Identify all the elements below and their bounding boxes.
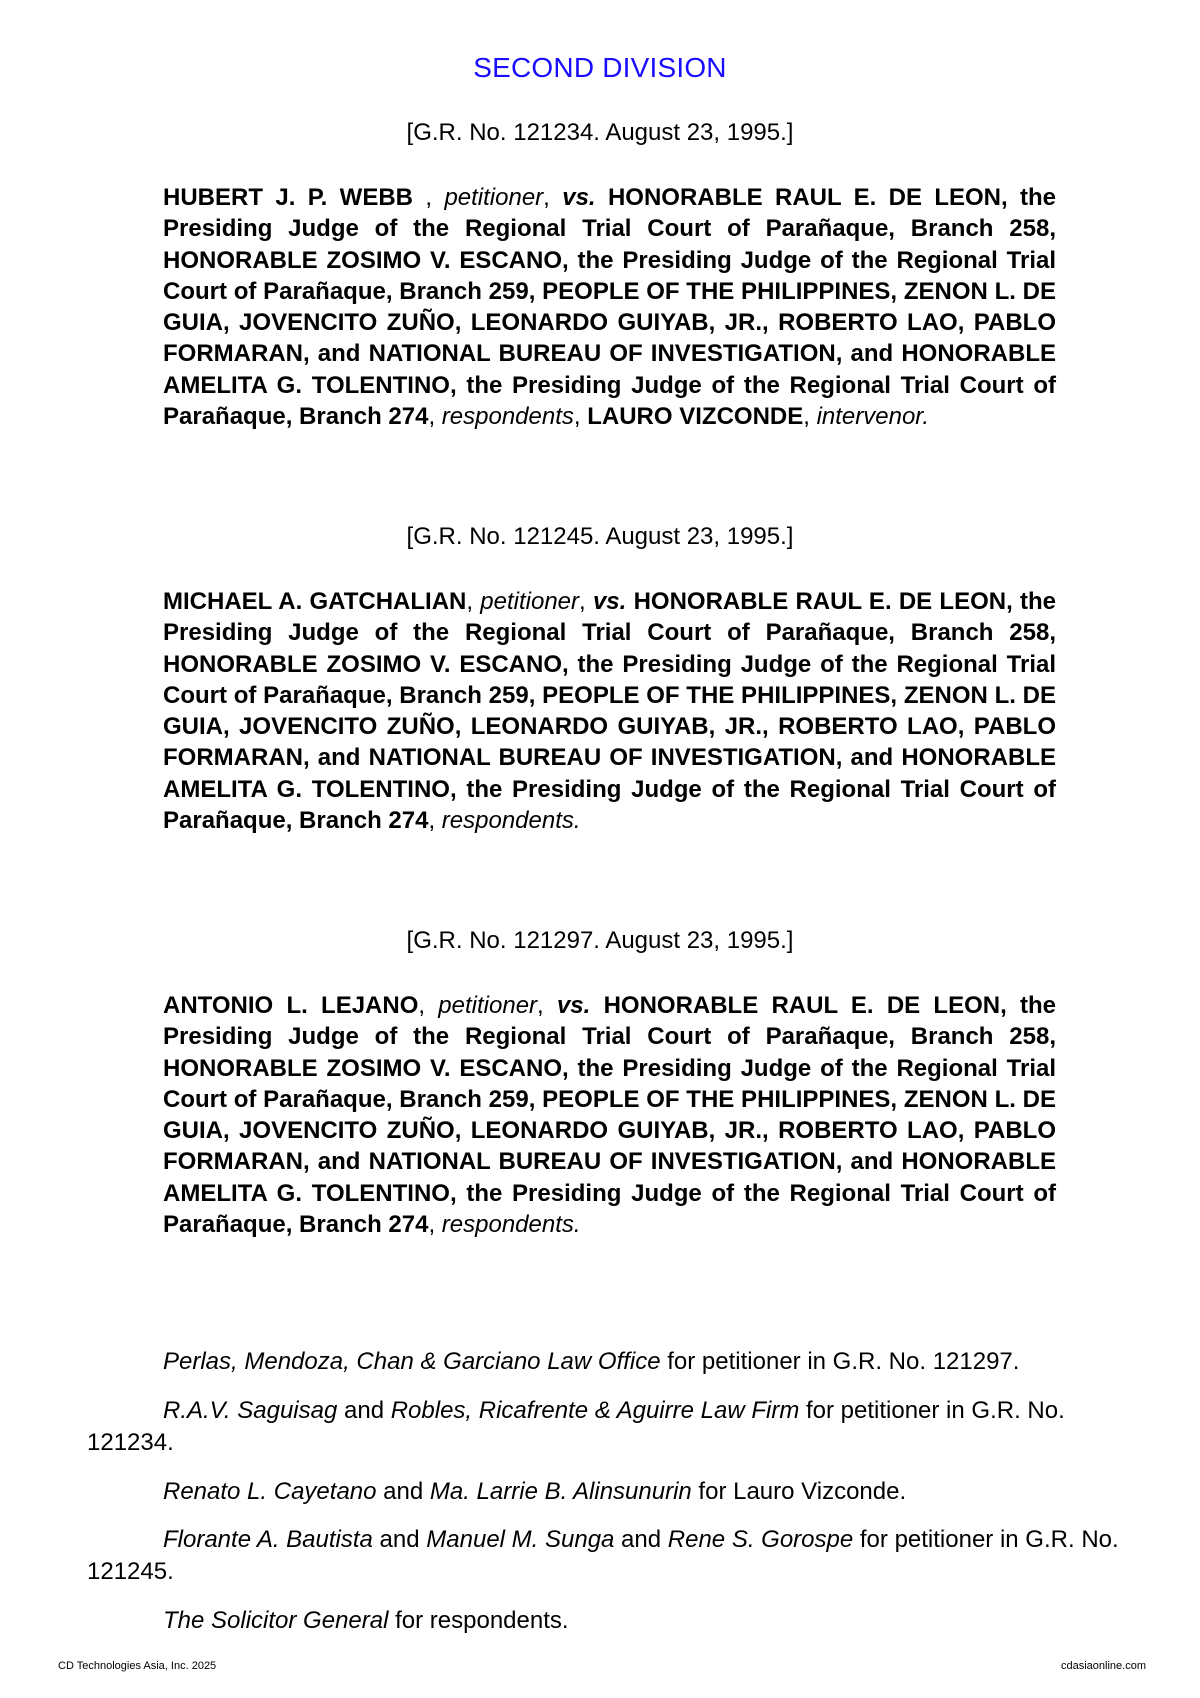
case-number: [G.R. No. 121297. August 23, 1995.] xyxy=(406,927,794,954)
case-caption: ANTONIO L. LEJANO, petitioner, vs. HONORABLE RAUL E. DE LEON, the Presiding Judge of the Regional Trial Court of Parañaque, Branch 258, HONORABLE ZOSIMO V. ESCANO, the Presiding Judge of the Regional Trial Court of Parañaque, Branch 259, PEOPLE OF THE PHILIPPINES, ZENON L. DE GUIA, JOVENCITO ZUÑO, LEONARDO GUIYAB, JR., ROBERTO LAO, PABLO FORMARAN, and NATIONAL BUREAU OF INVESTIGATION, and HONORABLE AMELITA G. TOLENTINO, the Presiding Judge of the Regional Trial Court of Parañaque, Branch 274, respondents. xyxy=(163,992,1056,1239)
conjunction: and xyxy=(337,1397,391,1424)
petitioner-name: MICHAEL A. GATCHALIAN xyxy=(163,588,467,615)
versus: vs. xyxy=(556,992,591,1019)
footer-site: cdasiaonline.com xyxy=(1061,1660,1146,1672)
counsel-line xyxy=(87,1395,1127,1459)
counsel-role: for respondents. xyxy=(388,1607,569,1634)
versus: vs. xyxy=(562,184,596,211)
counsel-name: The Solicitor General xyxy=(163,1607,389,1634)
counsel-role: for petitioner in G.R. No. 121297. xyxy=(660,1348,1020,1375)
counsel-line xyxy=(87,1524,1127,1588)
respondents-role: respondents xyxy=(441,403,574,431)
division-heading: SECOND DIVISION xyxy=(473,52,727,83)
counsel-role: for petitioner in G.R. No. 121234. xyxy=(87,1397,1065,1456)
respondents-role: respondents. xyxy=(441,1211,581,1239)
intervenor-role: intervenor. xyxy=(816,403,930,431)
respondents-role: respondents. xyxy=(441,807,581,835)
counsel-line xyxy=(87,1476,1127,1508)
counsel-name: Manuel M. Sunga xyxy=(426,1526,615,1553)
case-number: [G.R. No. 121234. August 23, 1995.] xyxy=(406,119,794,146)
footer-copyright: CD Technologies Asia, Inc. 2025 xyxy=(58,1660,217,1672)
separator: , xyxy=(413,184,433,211)
counsel-name: Perlas, Mendoza, Chan & Garciano Law Office xyxy=(163,1348,661,1375)
conjunction: and xyxy=(376,1478,430,1505)
respondents-names: HONORABLE RAUL E. DE LEON, the Presiding Judge of the Regional Trial Court of Parañaque, Branch 258, HONORABLE ZOSIMO V. ESCANO, the Presiding Judge of the Regional Trial Court of Parañaque, Branch 259, PEOPLE OF THE PHILIPPINES, ZENON L. DE GUIA, JOVENCITO ZUÑO, LEONARDO GUIYAB, JR., ROBERTO LAO, PABLO FORMARAN, and NATIONAL BUREAU OF INVESTIGATION, and HONORABLE AMELITA G. TOLENTINO, the Presiding Judge of the Regional Trial Court of Parañaque, Branch 274 xyxy=(163,992,1056,1239)
counsel-name: Ma. Larrie B. Alinsunurin xyxy=(429,1478,692,1505)
counsel-name: Florante A. Bautista xyxy=(163,1526,373,1553)
counsel-name: Renato L. Cayetano xyxy=(163,1478,377,1505)
conjunction: and xyxy=(372,1526,427,1553)
counsel-name: Rene S. Gorospe xyxy=(667,1526,854,1553)
petitioner-role: petitioner xyxy=(480,588,580,615)
petitioner-role: petitioner xyxy=(444,184,544,211)
case-caption: MICHAEL A. GATCHALIAN, petitioner, vs. HONORABLE RAUL E. DE LEON, the Presiding Judge of the Regional Trial Court of Parañaque, Branch 258, HONORABLE ZOSIMO V. ESCANO, the Presiding Judge of the Regional Trial Court of Parañaque, Branch 259, PEOPLE OF THE PHILIPPINES, ZENON L. DE GUIA, JOVENCITO ZUÑO, LEONARDO GUIYAB, JR., ROBERTO LAO, PABLO FORMARAN, and NATIONAL BUREAU OF INVESTIGATION, and HONORABLE AMELITA G. TOLENTINO, the Presiding Judge of the Regional Trial Court of Parañaque, Branch 274, respondents. xyxy=(163,588,1057,835)
case-caption: HUBERT J. P. WEBB , petitioner, vs. HONORABLE RAUL E. DE LEON, the Presiding Judge of the Regional Trial Court of Parañaque, Branch 258, HONORABLE ZOSIMO V. ESCANO, the Presiding Judge of the Regional Trial Court of Parañaque, Branch 259, PEOPLE OF THE PHILIPPINES, ZENON L. DE GUIA, JOVENCITO ZUÑO, LEONARDO GUIYAB, JR., ROBERTO LAO, PABLO FORMARAN, and NATIONAL BUREAU OF INVESTIGATION, and HONORABLE AMELITA G. TOLENTINO, the Presiding Judge of the Regional Trial Court of Parañaque, Branch 274, respondents, LAURO VIZCONDE, intervenor. xyxy=(163,184,1057,431)
counsel-role: for petitioner in G.R. No. 121245. xyxy=(87,1526,1119,1585)
counsel-role: for Lauro Vizconde. xyxy=(691,1478,907,1505)
intervenor-name: LAURO VIZCONDE xyxy=(587,403,804,431)
petitioner-name: ANTONIO L. LEJANO xyxy=(163,992,419,1019)
counsel-name: Robles, Ricafrente & Aguirre Law Firm xyxy=(390,1397,800,1424)
respondents-names: HONORABLE RAUL E. DE LEON, the Presiding Judge of the Regional Trial Court of Parañaque, Branch 258, HONORABLE ZOSIMO V. ESCANO, the Presiding Judge of the Regional Trial Court of Parañaque, Branch 259, PEOPLE OF THE PHILIPPINES, ZENON L. DE GUIA, JOVENCITO ZUÑO, LEONARDO GUIYAB, JR., ROBERTO LAO, PABLO FORMARAN, and NATIONAL BUREAU OF INVESTIGATION, and HONORABLE AMELITA G. TOLENTINO, the Presiding Judge of the Regional Trial Court of Parañaque, Branch 274 xyxy=(163,184,1057,431)
versus: vs. xyxy=(592,588,627,615)
counsel-name: R.A.V. Saguisag xyxy=(163,1397,338,1424)
petitioner-role: petitioner xyxy=(438,992,538,1019)
case-number: [G.R. No. 121245. August 23, 1995.] xyxy=(406,523,794,550)
counsel-line xyxy=(87,1605,1127,1637)
conjunction: and xyxy=(614,1526,668,1553)
petitioner-name: HUBERT J. P. WEBB xyxy=(163,184,414,211)
counsel-line xyxy=(87,1346,1127,1378)
respondents-names: HONORABLE RAUL E. DE LEON, the Presiding Judge of the Regional Trial Court of Parañaque, Branch 258, HONORABLE ZOSIMO V. ESCANO, the Presiding Judge of the Regional Trial Court of Parañaque, Branch 259, PEOPLE OF THE PHILIPPINES, ZENON L. DE GUIA, JOVENCITO ZUÑO, LEONARDO GUIYAB, JR., ROBERTO LAO, PABLO FORMARAN, and NATIONAL BUREAU OF INVESTIGATION, and HONORABLE AMELITA G. TOLENTINO, the Presiding Judge of the Regional Trial Court of Parañaque, Branch 274 xyxy=(163,588,1057,835)
